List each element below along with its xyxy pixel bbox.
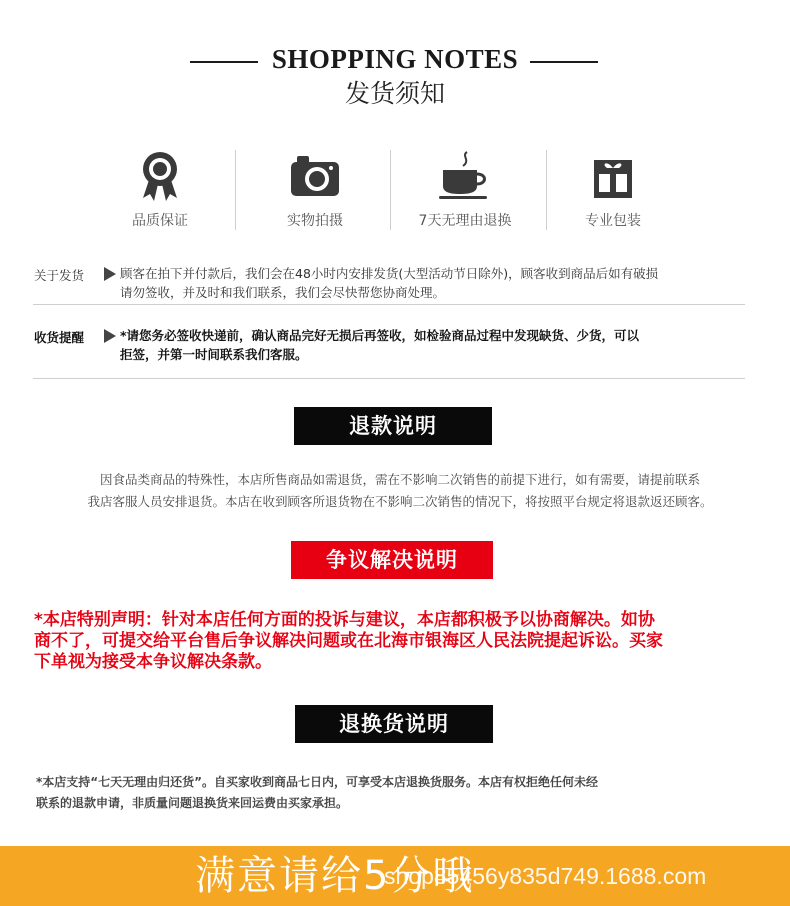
exchange-text xyxy=(36,772,756,814)
feature-label: 实物拍摄 xyxy=(287,213,343,229)
arrow-icon xyxy=(104,267,116,281)
arrow-icon xyxy=(104,329,116,343)
camera-icon xyxy=(289,150,341,202)
footer-rating-text: 满意请给5分哦 xyxy=(195,853,475,899)
coffee-cup-icon xyxy=(437,150,493,202)
gift-box-icon xyxy=(587,150,639,202)
shipping-text xyxy=(120,264,750,302)
feature-divider xyxy=(235,150,236,230)
feature-divider xyxy=(390,150,391,230)
exchange-line: *本店支持“七天无理由归还货”。自买家收到商品七日内，可享受本店退换货服务。本店有权拒绝任何未经 xyxy=(36,775,599,789)
feature-label: 品质保证 xyxy=(132,213,188,229)
dispute-heading: 争议解决说明 xyxy=(291,541,493,579)
award-ribbon-icon xyxy=(137,150,183,202)
receipt-line: 拒签，并第一时间联系我们客服。 xyxy=(120,347,308,362)
receipt-title: 收货提醒 xyxy=(34,330,85,345)
dispute-text xyxy=(34,610,764,673)
exchange-line: 联系的退款申请，非质量问题退换货来回运费由买家承担。 xyxy=(36,796,349,810)
exchange-heading: 退换货说明 xyxy=(295,705,493,743)
feature-returns xyxy=(395,150,535,230)
header-title-cn: 发货须知 xyxy=(344,79,445,108)
refund-text xyxy=(30,469,770,513)
shipping-line: 顾客在拍下并付款后，我们会在48小时内安排发货(大型活动节日除外)，顾客收到商品后如有破损 xyxy=(120,266,659,281)
receipt-text xyxy=(120,326,750,364)
dispute-line: *本店特别声明：针对本店任何方面的投诉与建议，本店都积极予以协商解决。如协 xyxy=(34,610,655,630)
refund-line: 因食品类商品的特殊性，本店所售商品如需退货，需在不影响二次销售的前提下进行，如有需要，请提前联系 xyxy=(99,472,700,487)
divider xyxy=(33,378,745,379)
shipping-title: 关于发货 xyxy=(34,268,85,283)
header-title-en: SHOPPING NOTES xyxy=(271,44,519,74)
dispute-line: 商不了，可提交给平台售后争议解决问题或在北海市银海区人民法院提起诉讼。买家 xyxy=(34,631,663,651)
dispute-line: 下单视为接受本争议解决条款。 xyxy=(34,652,272,672)
feature-label: 专业包装 xyxy=(585,213,641,229)
feature-photos xyxy=(245,150,385,230)
refund-line: 我店客服人员安排退货。本店在收到顾客所退货物在不影响二次销售的情况下，将按照平台规定将退款返还顾客。 xyxy=(87,494,713,509)
feature-quality xyxy=(90,150,230,230)
feature-packaging xyxy=(543,150,683,230)
shipping-line: 请勿签收，并及时和我们联系，我们会尽快帮您协商处理。 xyxy=(120,285,446,300)
divider xyxy=(33,304,745,305)
refund-heading: 退款说明 xyxy=(294,407,492,445)
receipt-line: *请您务必签收快递前，确认商品完好无损后再签收，如检验商品过程中发现缺货、少货，可以 xyxy=(120,328,640,343)
footer-shop-watermark: shop85456y835d749.1688.com xyxy=(384,863,707,889)
feature-label: 7天无理由退换 xyxy=(418,213,512,229)
footer-bar xyxy=(0,846,790,906)
